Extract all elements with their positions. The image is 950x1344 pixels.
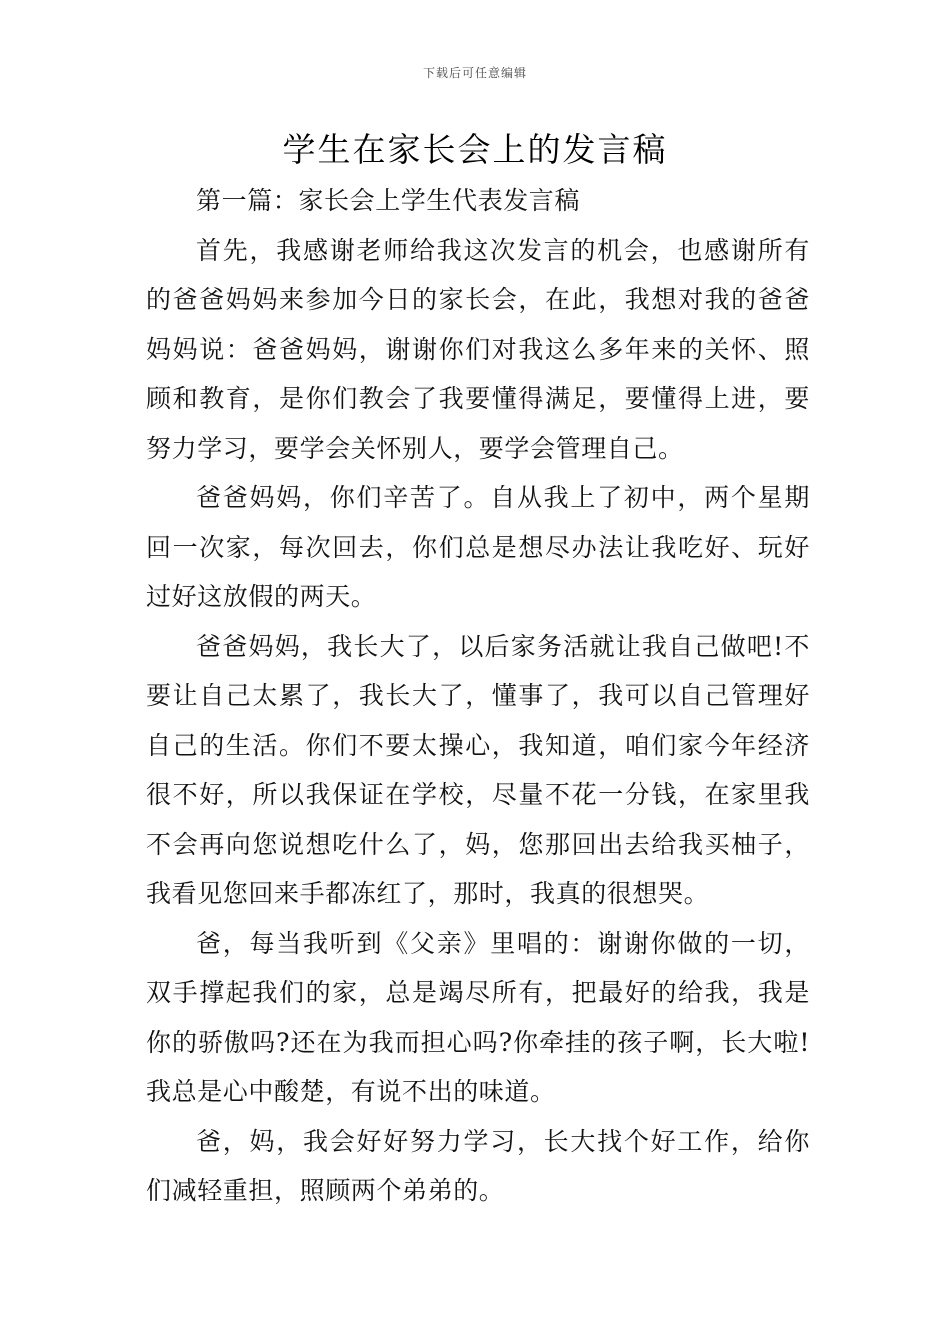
document-title: 学生在家长会上的发言稿 — [282, 130, 668, 169]
paragraph: 爸爸妈妈，你们辛苦了。自从我上了初中，两个星期回一次家，每次回去，你们总是想尽办法让我吃好、玩好过好这放假的两天。 — [146, 483, 810, 611]
header-note: 下载后可任意编辑 — [422, 66, 527, 80]
section-subtitle: 第一篇：家长会上学生代表发言稿 — [196, 186, 581, 215]
paragraph: 爸爸妈妈，我长大了，以后家务活就让我自己做吧!不要让自己太累了，我长大了，懂事了，我可以自己管理好自己的生活。你们不要太操心，我知道，咱们家今年经济很不好，所以我保证在学校，尽量不花一分钱，在家里我不会再向您说想吃什么了，妈，您那回出去给我买柚子，我看见您回来手都冻红了，那时，我真的很想哭。 — [146, 631, 810, 908]
paragraph: 爸，每当我听到《父亲》里唱的：谢谢你做的一切，双手撑起我们的家，总是竭尽所有，把最好的给我，我是你的骄傲吗?还在为我而担心吗?你牵挂的孩子啊，长大啦!我总是心中酸楚，有说不出的味道。 — [146, 928, 810, 1106]
paragraph: 首先，我感谢老师给我这次发言的机会，也感谢所有的爸爸妈妈来参加今日的家长会，在此，我想对我的爸爸妈妈说：爸爸妈妈，谢谢你们对我这么多年来的关怀、照顾和教育，是你们教会了我要懂得满足，要懂得上进，要努力学习，要学会关怀别人，要学会管理自己。 — [146, 235, 810, 463]
document-body — [146, 176, 810, 1216]
paragraph: 爸，妈，我会好好努力学习，长大找个好工作，给你们减轻重担，照顾两个弟弟的。 — [146, 1126, 810, 1205]
